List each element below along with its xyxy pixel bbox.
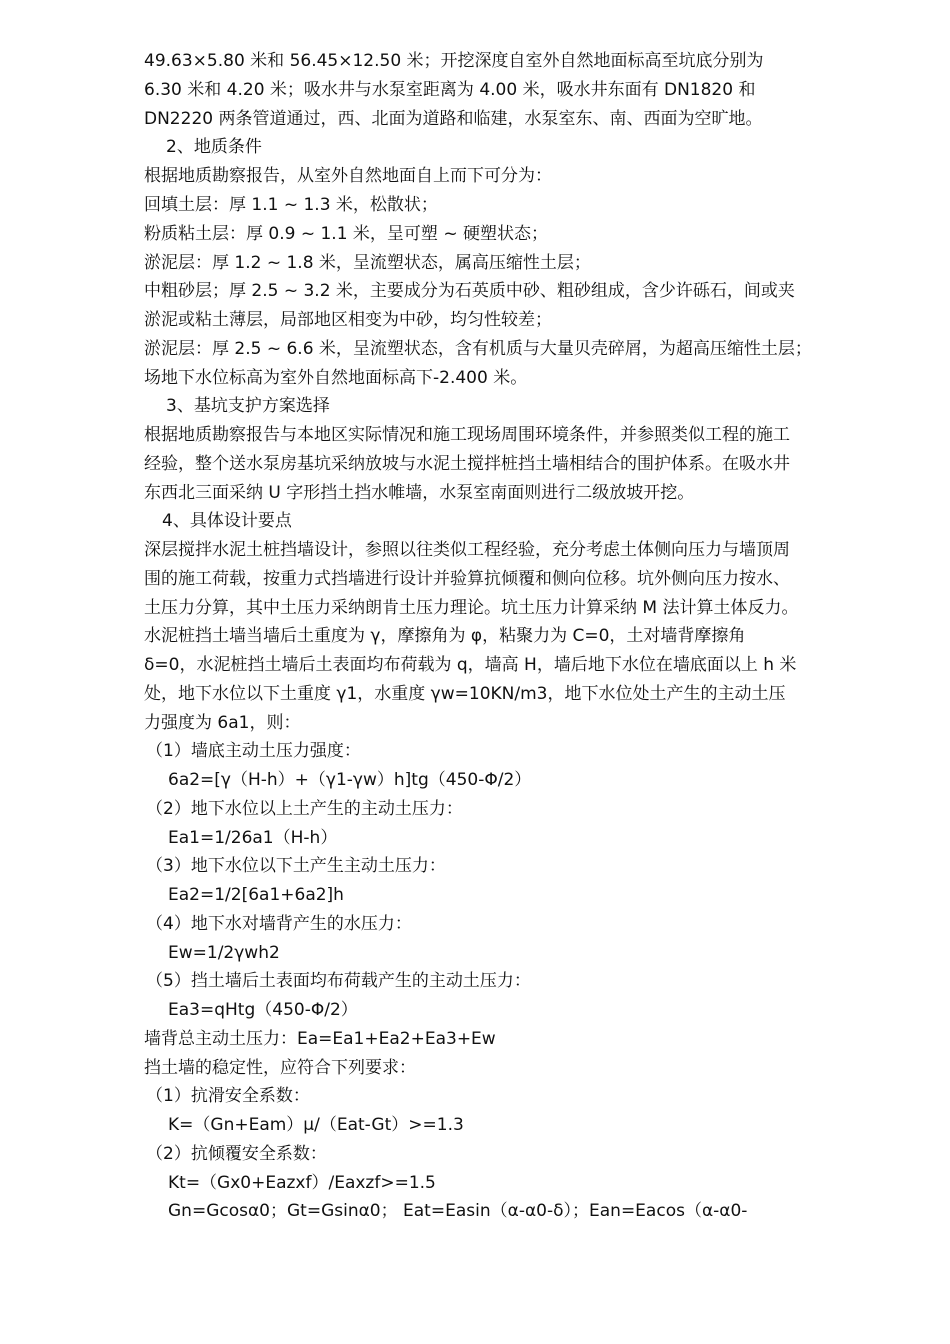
section-heading: 4、具体设计要点: [162, 511, 292, 531]
formula: Ea2=1/2[6a1+6a2]h: [168, 885, 344, 905]
formula: K=（Gn+Eam）μ/（Eat-Gt）>=1.3: [168, 1115, 464, 1135]
formula-label: （2）抗倾覆安全系数：: [146, 1144, 327, 1164]
text-line: 淤泥或粘土薄层，局部地区相变为中砂，均匀性较差；: [144, 310, 552, 330]
text-line: 力强度为 6a1，则：: [144, 713, 301, 733]
formula-label: （3）地下水位以下土产生主动土压力：: [146, 856, 446, 876]
text-line: 场地下水位标高为室外自然地面标高下-2.400 米。: [144, 368, 528, 388]
formula-label: （2）地下水位以上土产生的主动土压力：: [146, 799, 463, 819]
text-line: 淤泥层：厚 1.2 ~ 1.8 米，呈流塑状态，属高压缩性土层；: [144, 253, 591, 273]
text-line: 回填土层：厚 1.1 ~ 1.3 米，松散状；: [144, 195, 438, 215]
text-line: 49.63×5.80 米和 56.45×12.50 米；开挖深度自室外自然地面标高至坑底分别为: [144, 51, 764, 71]
formula: Kt=（Gx0+Eazxf）/Eaxzf>=1.5: [168, 1173, 436, 1193]
text-line: 粉质粘土层：厚 0.9 ~ 1.1 米，呈可塑 ~ 硬塑状态；: [144, 224, 548, 244]
formula-label: （1）墙底主动土压力强度：: [146, 741, 361, 761]
formula-label: （1）抗滑安全系数：: [146, 1086, 310, 1106]
formula: Ew=1/2γwh2: [168, 943, 280, 963]
formula: Gn=Gcosα0；Gt=Gsinα0； Eat=Easin（α-α0-δ）；Ean=Eacos（α-α0-: [168, 1201, 748, 1221]
text-line: 中粗砂层；厚 2.5 ~ 3.2 米，主要成分为石英质中砂、粗砂组成，含少许砾石，间或夹: [144, 281, 795, 301]
formula: Ea1=1/26a1（H-h）: [168, 828, 338, 848]
text-line: 6.30 米和 4.20 米；吸水井与水泵室距离为 4.00 米，吸水井东面有 DN1820 和: [144, 80, 756, 100]
section-heading: 3、基坑支护方案选择: [166, 396, 330, 416]
text-line: 根据地质勘察报告，从室外自然地面自上而下可分为：: [144, 166, 552, 186]
text-line: δ=0，水泥桩挡土墙后土表面均布荷载为 q，墙高 H，墙后地下水位在墙底面以上 h 米: [144, 655, 797, 675]
text-line: 东西北三面采纳 U 字形挡土挡水帷墙，水泵室南面则进行二级放坡开挖。: [144, 483, 695, 503]
text-line: 经验，整个送水泵房基坑采纳放坡与水泥土搅拌桩挡土墙相结合的围护体系。在吸水井: [144, 454, 790, 474]
text-line: 根据地质勘察报告与本地区实际情况和施工现场周围环境条件，并参照类似工程的施工: [144, 425, 790, 445]
text-line: 处，地下水位以下土重度 γ1，水重度 γw=10KN/m3，地下水位处土产生的主动土压: [144, 684, 786, 704]
text-line: 围的施工荷载，按重力式挡墙进行设计并验算抗倾覆和侧向位移。坑外侧向压力按水、: [144, 569, 790, 589]
text-line: 墙背总主动土压力：Ea=Ea1+Ea2+Ea3+Ew: [144, 1029, 496, 1049]
text-line: 水泥桩挡土墙当墙后土重度为 γ，摩擦角为 φ，粘聚力为 C=0，土对墙背摩擦角: [144, 626, 746, 646]
text-line: DN2220 两条管道通过，西、北面为道路和临建，水泵室东、南、西面为空旷地。: [144, 109, 763, 129]
text-line: 挡土墙的稳定性，应符合下列要求：: [144, 1058, 416, 1078]
formula: Ea3=qHtg（450-Φ/2）: [168, 1000, 358, 1020]
section-heading: 2、地质条件: [166, 137, 262, 157]
text-line: 土压力分算，其中土压力采纳朗肯土压力理论。坑土压力计算采纳 M 法计算土体反力。: [144, 598, 799, 618]
text-line: 深层搅拌水泥土桩挡墙设计，参照以往类似工程经验，充分考虑土体侧向压力与墙顶周: [144, 540, 790, 560]
formula-label: （4）地下水对墙背产生的水压力：: [146, 914, 412, 934]
formula-label: （5）挡土墙后土表面均布荷载产生的主动土压力：: [146, 971, 531, 991]
formula: 6a2=[γ（H-h）+（γ1-γw）h]tg（450-Φ/2）: [168, 770, 532, 790]
text-line: 淤泥层：厚 2.5 ~ 6.6 米，呈流塑状态，含有机质与大量贝壳碎屑，为超高压缩性土层；: [144, 339, 812, 359]
